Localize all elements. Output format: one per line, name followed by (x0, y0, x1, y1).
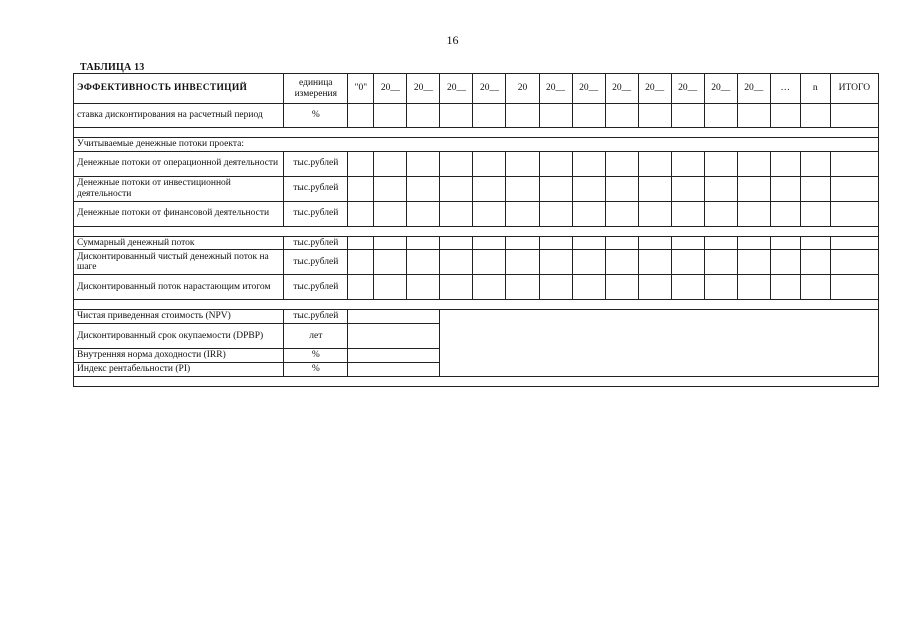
period-header: n (800, 74, 830, 104)
value-cell[interactable] (440, 250, 473, 275)
value-cell[interactable] (374, 250, 407, 275)
value-cell[interactable] (440, 104, 473, 128)
value-cell[interactable] (770, 201, 800, 226)
value-cell[interactable] (506, 104, 539, 128)
value-cell[interactable] (800, 250, 830, 275)
unit-header: единица измерения (284, 74, 348, 104)
cash-flow-row (74, 176, 879, 201)
value-cell[interactable] (671, 236, 704, 250)
value-cell[interactable] (830, 151, 878, 176)
value-cell[interactable] (638, 275, 671, 300)
value-cell[interactable] (638, 104, 671, 128)
value-cell[interactable] (374, 201, 407, 226)
spacer-row (74, 300, 879, 310)
indicator-row (74, 310, 879, 324)
value-cell[interactable] (605, 250, 638, 275)
value-cell[interactable] (830, 201, 878, 226)
value-cell[interactable] (473, 201, 506, 226)
value-cell[interactable] (572, 176, 605, 201)
period-header: 20__ (374, 74, 407, 104)
value-cell[interactable] (830, 176, 878, 201)
page-number: 16 (446, 33, 459, 47)
row-label: Денежные потоки от инвестиционной деятельности (74, 176, 284, 201)
value-cell[interactable] (770, 236, 800, 250)
value-cell[interactable] (539, 250, 572, 275)
value-cell[interactable] (572, 236, 605, 250)
total-row (74, 250, 879, 275)
value-cell[interactable] (473, 176, 506, 201)
value-cell[interactable] (671, 104, 704, 128)
value-cell[interactable] (671, 176, 704, 201)
value-cell[interactable] (800, 201, 830, 226)
table-title: ЭФФЕКТИВНОСТЬ ИНВЕСТИЦИЙ (74, 74, 284, 104)
value-cell[interactable] (737, 250, 770, 275)
value-cell[interactable] (374, 176, 407, 201)
value-cell[interactable] (348, 104, 374, 128)
value-cell[interactable] (605, 275, 638, 300)
value-cell[interactable] (800, 104, 830, 128)
period-header: ИТОГО (830, 74, 878, 104)
value-cell[interactable] (800, 275, 830, 300)
investment-efficiency-table (73, 73, 879, 387)
value-cell[interactable] (539, 176, 572, 201)
indicator-value-cell[interactable] (348, 324, 440, 349)
value-cell[interactable] (572, 201, 605, 226)
row-label: Чистая приведенная стоимость (NPV) (74, 310, 284, 324)
period-header: 20__ (671, 74, 704, 104)
value-cell[interactable] (407, 236, 440, 250)
row-label: ставка дисконтирования на расчетный период (74, 104, 284, 128)
value-cell[interactable] (605, 151, 638, 176)
value-cell[interactable] (374, 104, 407, 128)
indicator-value-cell[interactable] (348, 363, 440, 377)
value-cell[interactable] (638, 151, 671, 176)
value-cell[interactable] (770, 176, 800, 201)
value-cell[interactable] (348, 275, 374, 300)
value-cell[interactable] (704, 275, 737, 300)
value-cell[interactable] (407, 176, 440, 201)
value-cell[interactable] (800, 236, 830, 250)
value-cell[interactable] (671, 151, 704, 176)
value-cell[interactable] (572, 104, 605, 128)
empty-area (440, 310, 879, 377)
table-label: ТАБЛИЦА 13 (80, 62, 145, 73)
value-cell[interactable] (374, 275, 407, 300)
value-cell[interactable] (374, 236, 407, 250)
value-cell[interactable] (473, 250, 506, 275)
value-cell[interactable] (473, 275, 506, 300)
value-cell[interactable] (539, 151, 572, 176)
period-header: 20__ (572, 74, 605, 104)
period-header: 20__ (737, 74, 770, 104)
table-header-row (74, 74, 879, 104)
value-cell[interactable] (506, 275, 539, 300)
period-header: 20 (506, 74, 539, 104)
value-cell[interactable] (605, 201, 638, 226)
cash-section-title: Учитываемые денежные потоки проекта: (74, 138, 879, 152)
row-label: Денежные потоки от финансовой деятельности (74, 201, 284, 226)
value-cell[interactable] (506, 176, 539, 201)
value-cell[interactable] (605, 236, 638, 250)
period-header: 20__ (539, 74, 572, 104)
value-cell[interactable] (572, 250, 605, 275)
row-unit: тыс.рублей (284, 151, 348, 176)
period-header: 20__ (473, 74, 506, 104)
row-label: Суммарный денежный поток (74, 236, 284, 250)
row-label: Денежные потоки от операционной деятельности (74, 151, 284, 176)
row-unit: тыс.рублей (284, 310, 348, 324)
value-cell[interactable] (638, 201, 671, 226)
period-header: … (770, 74, 800, 104)
value-cell[interactable] (506, 201, 539, 226)
value-cell[interactable] (539, 236, 572, 250)
row-label: Внутренняя норма доходности (IRR) (74, 349, 284, 363)
bottom-spacer-row (74, 377, 879, 387)
value-cell[interactable] (704, 250, 737, 275)
row-unit: тыс.рублей (284, 201, 348, 226)
indicator-value-cell[interactable] (348, 349, 440, 363)
row-unit: % (284, 349, 348, 363)
value-cell[interactable] (407, 201, 440, 226)
row-label: Дисконтированный срок окупаемости (DPBP) (74, 324, 284, 349)
value-cell[interactable] (770, 275, 800, 300)
value-cell[interactable] (407, 275, 440, 300)
value-cell[interactable] (704, 176, 737, 201)
period-header: 20__ (407, 74, 440, 104)
row-label: Дисконтированный чистый денежный поток на шаге (74, 250, 284, 275)
row-unit: тыс.рублей (284, 236, 348, 250)
value-cell[interactable] (704, 201, 737, 226)
value-cell[interactable] (800, 151, 830, 176)
value-cell[interactable] (671, 250, 704, 275)
value-cell[interactable] (506, 236, 539, 250)
value-cell[interactable] (638, 236, 671, 250)
value-cell[interactable] (737, 104, 770, 128)
period-header: 20__ (638, 74, 671, 104)
row-unit: % (284, 363, 348, 377)
value-cell[interactable] (440, 236, 473, 250)
value-cell[interactable] (506, 151, 539, 176)
value-cell[interactable] (407, 250, 440, 275)
row-label: Индекс рентабельности (PI) (74, 363, 284, 377)
period-header: 20__ (605, 74, 638, 104)
value-cell[interactable] (737, 151, 770, 176)
period-header: 20__ (704, 74, 737, 104)
period-header: 20__ (440, 74, 473, 104)
value-cell[interactable] (704, 236, 737, 250)
value-cell[interactable] (572, 151, 605, 176)
value-cell[interactable] (638, 250, 671, 275)
value-cell[interactable] (704, 151, 737, 176)
row-unit: % (284, 104, 348, 128)
value-cell[interactable] (830, 250, 878, 275)
cash-flow-row (74, 201, 879, 226)
row-unit: тыс.рублей (284, 250, 348, 275)
value-cell[interactable] (348, 236, 374, 250)
value-cell[interactable] (605, 104, 638, 128)
total-row (74, 236, 879, 250)
row-unit: лет (284, 324, 348, 349)
value-cell[interactable] (572, 275, 605, 300)
period-header: "0" (348, 74, 374, 104)
value-cell[interactable] (348, 250, 374, 275)
value-cell[interactable] (440, 201, 473, 226)
value-cell[interactable] (539, 201, 572, 226)
value-cell[interactable] (473, 236, 506, 250)
discount-rate-row (74, 104, 879, 128)
value-cell[interactable] (737, 275, 770, 300)
value-cell[interactable] (440, 275, 473, 300)
value-cell[interactable] (770, 151, 800, 176)
indicator-value-cell[interactable] (348, 310, 440, 324)
value-cell[interactable] (770, 250, 800, 275)
row-unit: тыс.рублей (284, 176, 348, 201)
value-cell[interactable] (800, 176, 830, 201)
total-row (74, 275, 879, 300)
cash-section-row (74, 138, 879, 152)
value-cell[interactable] (407, 151, 440, 176)
value-cell[interactable] (830, 104, 878, 128)
value-cell[interactable] (440, 176, 473, 201)
value-cell[interactable] (830, 275, 878, 300)
value-cell[interactable] (605, 176, 638, 201)
value-cell[interactable] (737, 201, 770, 226)
value-cell[interactable] (506, 250, 539, 275)
value-cell[interactable] (348, 151, 374, 176)
spacer-row (74, 226, 879, 236)
value-cell[interactable] (671, 201, 704, 226)
value-cell[interactable] (737, 236, 770, 250)
row-unit: тыс.рублей (284, 275, 348, 300)
spacer-row (74, 128, 879, 138)
value-cell[interactable] (348, 201, 374, 226)
cash-flow-row (74, 151, 879, 176)
value-cell[interactable] (473, 151, 506, 176)
value-cell[interactable] (440, 151, 473, 176)
value-cell[interactable] (473, 104, 506, 128)
row-label: Дисконтированный поток нарастающим итогом (74, 275, 284, 300)
value-cell[interactable] (737, 176, 770, 201)
value-cell[interactable] (539, 275, 572, 300)
value-cell[interactable] (374, 151, 407, 176)
value-cell[interactable] (770, 104, 800, 128)
value-cell[interactable] (348, 176, 374, 201)
value-cell[interactable] (704, 104, 737, 128)
value-cell[interactable] (671, 275, 704, 300)
value-cell[interactable] (830, 236, 878, 250)
value-cell[interactable] (638, 176, 671, 201)
value-cell[interactable] (539, 104, 572, 128)
value-cell[interactable] (407, 104, 440, 128)
